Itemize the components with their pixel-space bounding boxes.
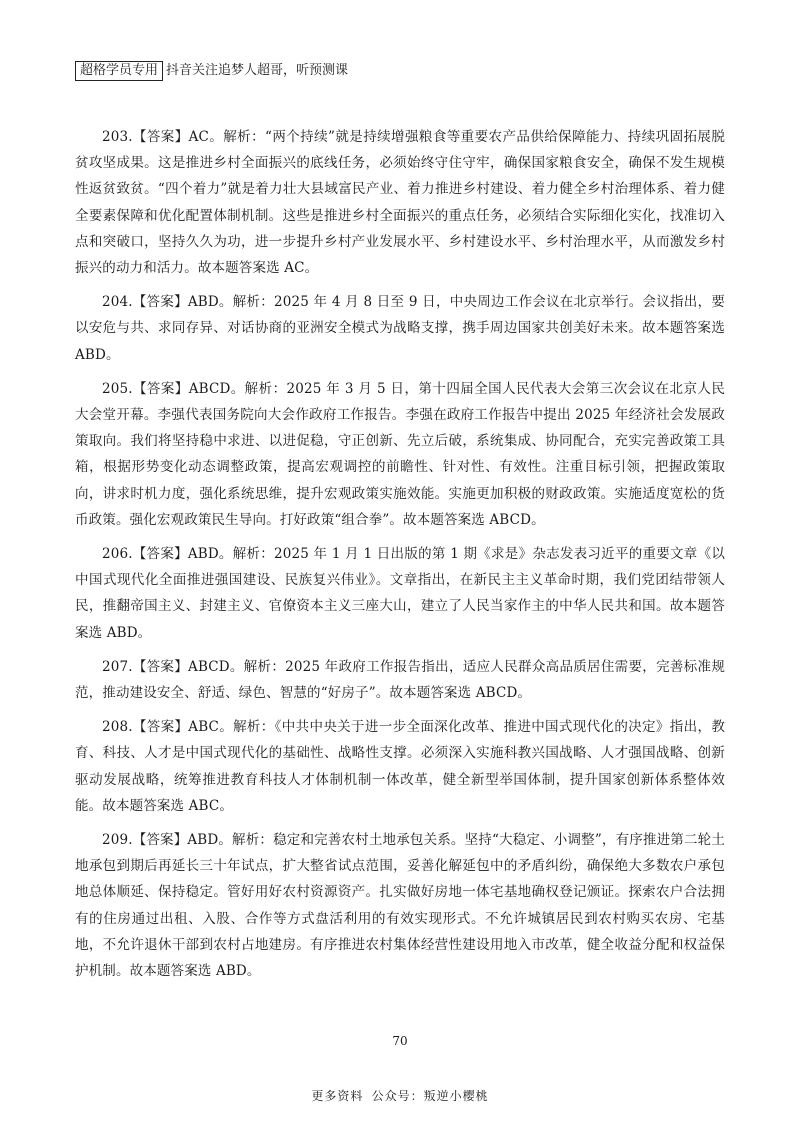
answer-content bbox=[75, 124, 725, 992]
page-number: 70 bbox=[392, 1034, 408, 1048]
answer-paragraph-209: 209.【答案】ABD。解析：稳定和完善农村土地承包关系。坚持“大稳定、小调整”，有序推进第二轮土地承包到期后再延长三十年试点，扩大整省试点范围，妥善化解延包中的矛盾纠纷，确保绝大多数农户承包地总体顺延、保持稳定。管好用好农村资源资产。扎实做好房地一体宅基地确权登记颁证。探索农户合法拥有的住房通过出租、入股、合作等方式盘活利用的有效实现形式。不允许城镇居民到农村购买农房、宅基地，不允许退休干部到农村占地建房。有序推进农村集体经营性建设用地入市改革，健全收益分配和权益保护机制。故本题答案选 ABD。 bbox=[75, 832, 725, 980]
page-header bbox=[75, 61, 348, 81]
answer-paragraph-207: 207.【答案】ABCD。解析：2025 年政府工作报告指出，适应人民群众高品质居住需要，完善标准规范，推动建设安全、舒适、绿色、智慧的“好房子”。故本题答案选 ABCD。 bbox=[75, 658, 725, 702]
member-badge: 超格学员专用 bbox=[75, 61, 163, 81]
page-footer: 更多资料 公众号：叛逆小樱桃 bbox=[311, 1089, 489, 1103]
answer-paragraph-208: 208.【答案】ABC。解析：《中共中央关于进一步全面深化改革、推进中国式现代化的决定》指出，教育、科技、人才是中国式现代化的基础性、战略性支撑。必须深入实施科教兴国战略、人才强国战略、创新驱动发展战略，统筹推进教育科技人才体制机制一体改革，健全新型举国体制，提升国家创新体系整体效能。故本题答案选 ABC。 bbox=[75, 719, 725, 814]
header-slogan: 抖音关注追梦人超哥，听预测课 bbox=[166, 63, 349, 78]
answer-paragraph-205: 205.【答案】ABCD。解析：2025 年 3 月 5 日，第十四届全国人民代表大会第三次会议在北京人民大会堂开幕。李强代表国务院向大会作政府工作报告。李强在政府工作报告中提出 2025 年经济社会发展政策取向。我们将坚持稳中求进、以进促稳，守正创新、先立后破，系统集成、协同配合，充实完善政策工具箱，根据形势变化动态调整政策，提高宏观调控的前瞻性、针对性、有效性。注重目标引领，把握政策取向，讲求时机力度，强化系统思维，提升宏观政策实施效能。实施更加积极的财政政策。实施适度宽松的货币政策。强化宏观政策民生导向。打好政策“组合拳”。故本题答案选 ABCD。 bbox=[75, 380, 725, 528]
answer-paragraph-206: 206.【答案】ABD。解析：2025 年 1 月 1 日出版的第 1 期《求是》杂志发表习近平的重要文章《以中国式现代化全面推进强国建设、民族复兴伟业》。文章指出，在新民主主义革命时期，我们党团结带领人民，推翻帝国主义、封建主义、官僚资本主义三座大山，建立了人民当家作主的中华人民共和国。故本题答案选 ABD。 bbox=[75, 546, 725, 641]
answer-paragraph-204: 204.【答案】ABD。解析：2025 年 4 月 8 日至 9 日，中央周边工作会议在北京举行。会议指出，要以安危与共、求同存异、对话协商的亚洲安全模式为战略支撑，携手周边国家共创美好未来。故本题答案选 ABD。 bbox=[75, 294, 725, 363]
answer-paragraph-203: 203.【答案】AC。解析：“两个持续”就是持续增强粮食等重要农产品供给保障能力、持续巩固拓展脱贫攻坚成果。这是推进乡村全面振兴的底线任务，必须始终守住守牢，确保国家粮食安全，确保不发生规模性返贫致贫。“四个着力”就是着力壮大县域富民产业、着力推进乡村建设、着力健全乡村治理体系、着力健全要素保障和优化配置体制机制。这些是推进乡村全面振兴的重点任务，必须结合实际细化实化，找准切入点和突破口，坚持久久为功，进一步提升乡村产业发展水平、乡村建设水平、乡村治理水平，从而激发乡村振兴的动力和活力。故本题答案选 AC。 bbox=[75, 129, 725, 277]
